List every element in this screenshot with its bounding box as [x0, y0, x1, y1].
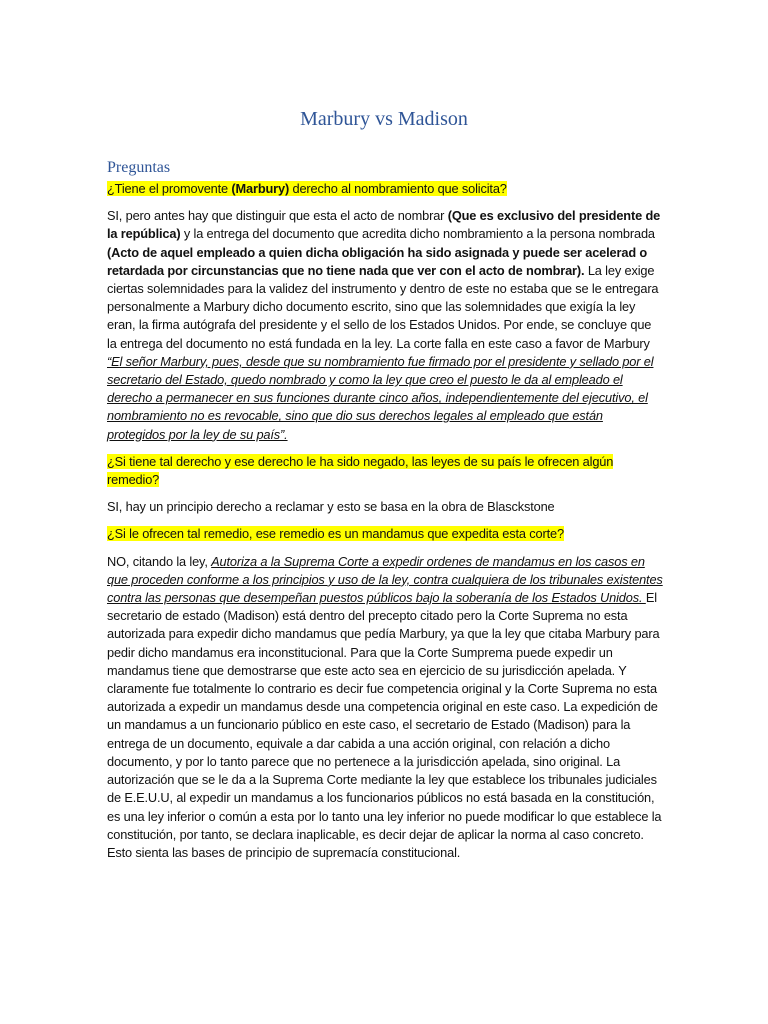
answer-1-bold-2: (Acto de aquel empleado a quien dicha obligación ha sido asignada y puede ser acelerad o retardada por circunstancias que no tiene nada que ver con el acto de nombrar).	[107, 244, 648, 278]
section-heading: Preguntas	[107, 159, 171, 176]
answer-3-text-1: NO, citando la ley,	[107, 553, 212, 569]
answer-1-quote: “El señor Marbury, pues, desde que su nombramiento fue firmado por el presidente y sellado por el secretario del Estado, quedo nombrado y como la ley que creo el puesto le da al empleado el derecho a permanecer en sus funciones durante cinco años, independientemente del ejecutivo, el nombramiento no es revocable, sino que dio sus derechos legales al empleado que están protegidos por la ley de su país”.	[107, 353, 654, 442]
question-1-text-pre: ¿Tiene el promovente	[107, 181, 232, 196]
answer-1	[107, 207, 663, 444]
question-1	[107, 180, 663, 198]
answer-3-text-2: El secretario de estado (Madison) está dentro del precepto citado pero la Corte Suprema no esta autorizada para expedir dicho mandamus que pedía Marbury, ya que la ley que citaba Marbury para pedir dicho mandamus era inconstitucional. Para que la Corte Sumprema puede expedir un mandamus tiene que demostrarse que este acto sea en ejercicio de su jurisdicción apelada. Y claramente fue totalmente lo contrario es decir fue competencia original y la Corte Suprema no esta autorizada a expedir un mandamus desde una competencia original en este caso. La expedición de un mandamus a un funcionario público en este caso, el secretario de Estado (Madison) para la entrega de un documento, equivale a dar cabida a una acción original, con relación a dicho documento, y por lo tanto parece que no pertenece a la jurisdicción apelada, sino original. La autorización que se le da a la Suprema Corte mediante la ley que establece los tribunales judiciales de E.E.U.U, al expedir un mandamus a los funcionarios públicos no está basada en la constitución, es una ley inferior o común a esta por lo tanto una ley inferior no puede modificar lo que establece la constitución, por tanto, se declara inaplicable, es decir dejar de aplicar la norma al caso concreto. Esto sienta las bases de principio de supremacía constitucional.	[107, 590, 662, 860]
document-title: Marbury vs Madison	[300, 108, 468, 130]
question-1-bold: (Marbury)	[231, 181, 290, 196]
answer-2: SI, hay un principio derecho a reclamar y esto se basa en la obra de Blasckstone	[107, 499, 555, 515]
document-body	[107, 180, 663, 871]
question-3	[107, 525, 663, 543]
question-3-text: ¿Si le ofrecen tal remedio, ese remedio es un mandamus que expedita esta corte?	[107, 526, 564, 542]
answer-3-quote: Autoriza a la Suprema Corte a expedir ordenes de mandamus en los casos en que proceden conforme a los principios y uso de la ley, contra cualquiera de los tribunales existentes contra las personas que desempeñan puestos públicos bajo la soberanía de los Estados Unidos.	[107, 553, 663, 606]
question-1-text-post: derecho al nombramiento que solicita?	[289, 181, 507, 196]
question-2-text: ¿Si tiene tal derecho y ese derecho le ha sido negado, las leyes de su país le ofrecen algún remedio?	[107, 453, 614, 488]
question-2	[107, 453, 663, 489]
question-1-highlight	[107, 181, 507, 196]
answer-1-text-2: y la entrega del documento que acredita dicho nombramiento a la persona nombrada	[180, 226, 655, 242]
answer-1-text-1: SI, pero antes hay que distinguir que esta el acto de nombrar	[107, 208, 448, 224]
answer-1-bold-1: (Que es exclusivo del presidente de la república)	[107, 208, 661, 242]
answer-3	[107, 553, 663, 862]
answer-1-text-3: La ley exige ciertas solemnidades para la validez del instrumento y dentro de este no estaba que se le entregara personalmente a Marbury dicho documento escrito, sino que las solemnidades que exigía la ley eran, la firma autógrafa del presidente y el sello de los Estados Unidos. Por ende, se concluye que la entrega del documento no está fundada en la ley. La corte falla en este caso a favor de Marbury	[107, 262, 659, 351]
